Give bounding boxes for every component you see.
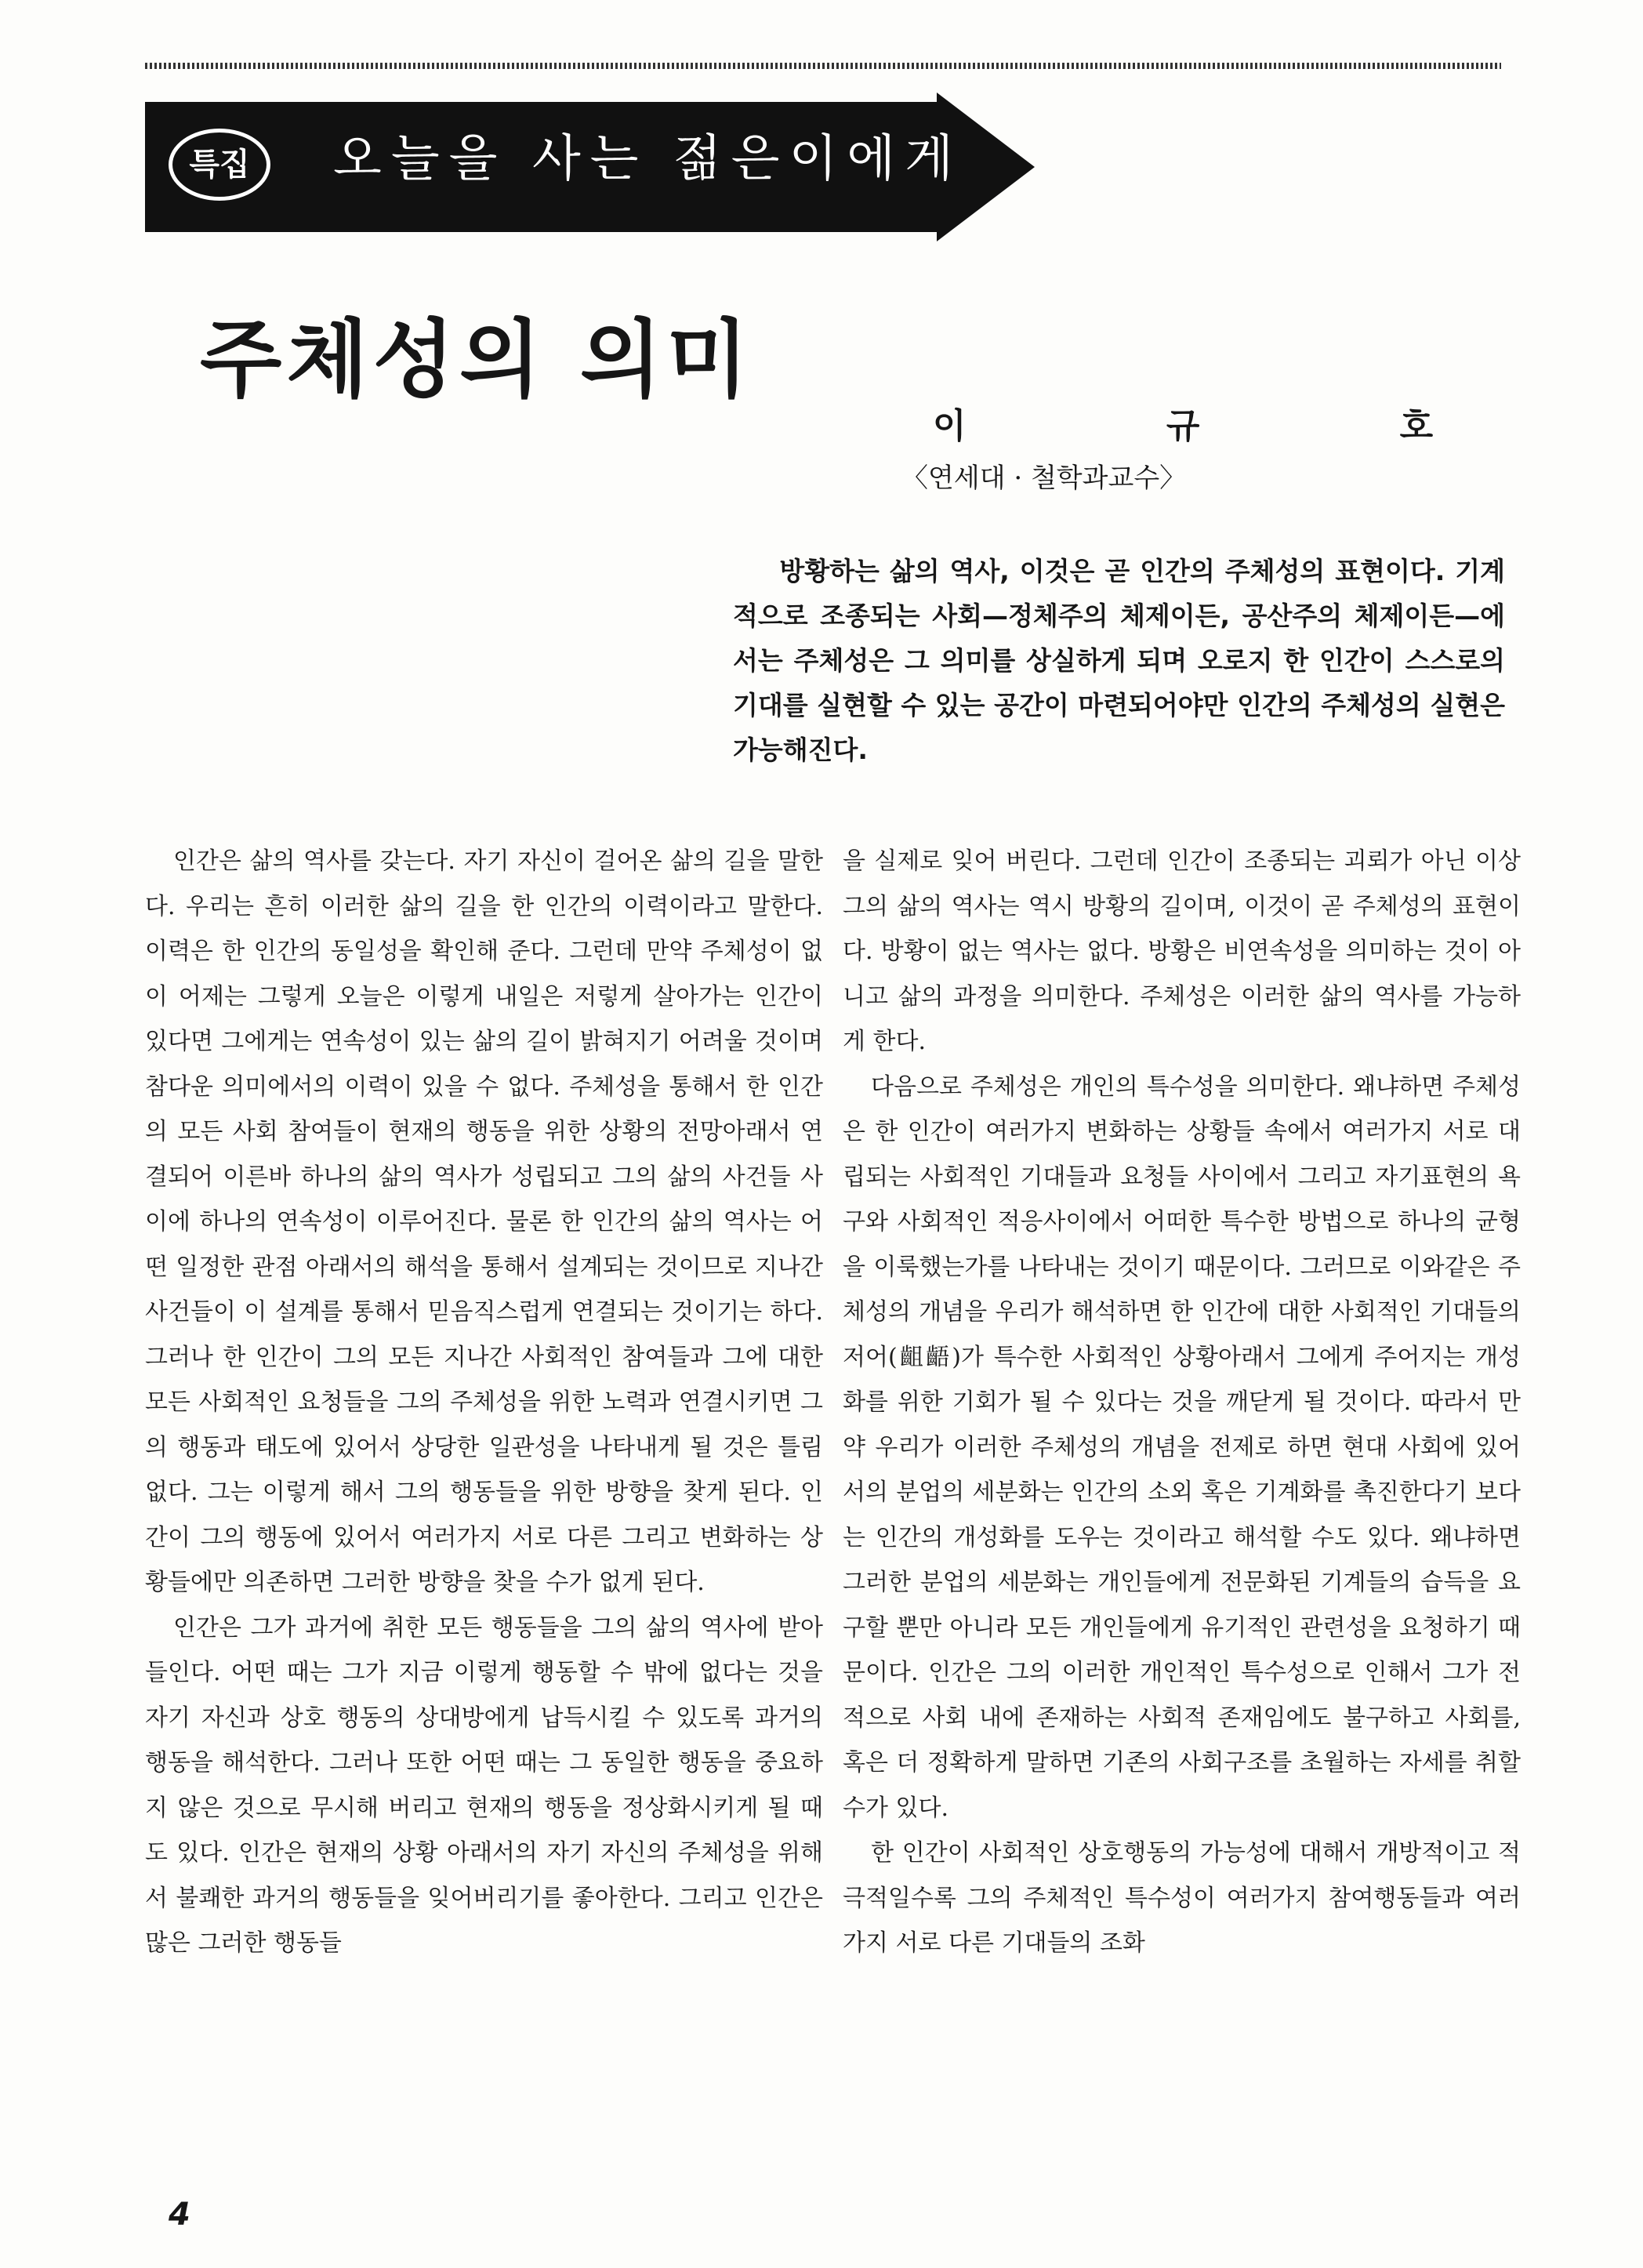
- paragraph: 을 실제로 잊어 버린다. 그런데 인간이 조종되는 괴뢰가 아닌 이상 그의 삶의 역사는 역시 방황의 길이며, 이것이 곧 주체성의 표현이다. 방황이 없는 역사는 없다. 방황은 비연속성을 의미하는 것이 아니고 삶의 과정을 의미한다. 주체성은 이러한 삶의 역사를 가능하게 한다.: [843, 847, 1521, 1055]
- page-number: 4: [169, 2197, 190, 2233]
- article-title: 주체성의 의미: [200, 311, 753, 409]
- top-rule: [145, 63, 1501, 69]
- paragraph: 인간은 삶의 역사를 갖는다. 자기 자신이 걸어온 삶의 길을 말한다. 우리는 흔히 이러한 삶의 길을 한 인간의 이력이라고 말한다. 이력은 한 인간의 동일성을 확인해 준다. 그런데 만약 주체성이 없이 어제는 그렇게 오늘은 이렇게 내일은 저렇게 살아가는 인간이 있다면 그에게는 연속성이 있는 삶의 길이 밝혀지기 어려울 것이며 참다운 의미에서의 이력이 있을 수 없다. 주체성을 통해서 한 인간의 모든 사회 참여들이 현재의 행동을 위한 상황의 전망아래서 연결되어 이른바 하나의 삶의 역사가 성립되고 그의 삶의 사건들 사이에 하나의 연속성이 이루어진다. 물론 한 인간의 삶의 역사는 어떤 일정한 관점 아래서의 해석을 통해서 설계되는 것이므로 지나간 사건들이 이 설계를 통해서 믿음직스럽게 연결되는 것이기는 하다. 그러나 한 인간이 그의 모든 지나간 사회적인 참여들과 그에 대한 모든 사회적인 요청들을 그의 주체성을 위한 노력과 연결시키면 그의 행동과 태도에 있어서 상당한 일관성을 나타내게 될 것은 틀림없다. 그는 이렇게 해서 그의 행동들을 위한 방향을 찾게 된다. 인간이 그의 행동에 있어서 여러가지 서로 다른 그리고 변화하는 상황들에만 의존하면 그러한 방향을 찾을 수가 없게 된다.: [145, 847, 823, 1596]
- paragraph: 한 인간이 사회적인 상호행동의 가능성에 대해서 개방적이고 적극적일수록 그의 주체적인 특수성이 여러가지 참여행동들과 여러가지 서로 다른 기대들의 조화: [843, 1839, 1521, 1957]
- body-column-right: [843, 839, 1521, 1966]
- banner-title: 오늘을 사는 젊은이에게: [333, 130, 963, 188]
- author-affiliation: 〈연세대 · 철학과교수〉: [901, 463, 1187, 494]
- article-abstract: 방황하는 삶의 역사, 이것은 곧 인간의 주체성의 표현이다. 기계적으로 조종되는 사회—정체주의 체제이든, 공산주의 체제이든—에서는 주체성은 그 의미를 상실하게 되며 오로지 한 인간이 스스로의 기대를 실현할 수 있는 공간이 마련되어야만 인간의 주체성의 실현은 가능해진다.: [733, 556, 1505, 765]
- paragraph: 다음으로 주체성은 개인의 특수성을 의미한다. 왜냐하면 주체성은 한 인간이 여러가지 변화하는 상황들 속에서 여러가지 서로 대립되는 사회적인 기대들과 요청들 사이에서 그리고 자기표현의 욕구와 사회적인 적응사이에서 어떠한 특수한 방법으로 하나의 균형을 이룩했는가를 나타내는 것이기 때문이다. 그러므로 이와같은 주체성의 개념을 우리가 해석하면 한 인간에 대한 사회적인 기대들의 저어(齟齬)가 특수한 사회적인 상황아래서 그에게 주어지는 개성화를 위한 기회가 될 수 있다는 것을 깨닫게 될 것이다. 따라서 만약 우리가 이러한 주체성의 개념을 전제로 하면 현대 사회에 있어서의 분업의 세분화는 인간의 소외 혹은 기계화를 촉진한다기 보다는 인간의 개성화를 도우는 것이라고 해석할 수도 있다. 왜냐하면 그러한 분업의 세분화는 개인들에게 전문화된 기계들의 습득을 요구할 뿐만 아니라 모든 개인들에게 유기적인 관련성을 요청하기 때문이다. 인간은 그의 이러한 개인적인 특수성으로 인해서 그가 전적으로 사회 내에 존재하는 사회적 존재임에도 불구하고 사회를, 혹은 더 정확하게 말하면 기존의 사회구조를 초월하는 자세를 취할 수가 있다.: [843, 1072, 1521, 1822]
- feature-banner: [145, 93, 1035, 241]
- feature-badge: 특집: [169, 129, 270, 201]
- paragraph: 인간은 그가 과거에 취한 모든 행동들을 그의 삶의 역사에 받아들인다. 어떤 때는 그가 지금 이렇게 행동할 수 밖에 없다는 것을 자기 자신과 상호 행동의 상대방에게 납득시킬 수 있도록 과거의 행동을 해석한다. 그러나 또한 어떤 때는 그 동일한 행동을 중요하지 않은 것으로 무시해 버리고 현재의 행동을 정상화시키게 될 때도 있다. 인간은 현재의 상황 아래서의 자기 자신의 주체성을 위해서 불쾌한 과거의 행동들을 잊어버리기를 좋아한다. 그리고 인간은 많은 그러한 행동들: [145, 1613, 823, 1957]
- author-name: 이 규 호: [933, 406, 1528, 446]
- body-column-left: [145, 839, 823, 1966]
